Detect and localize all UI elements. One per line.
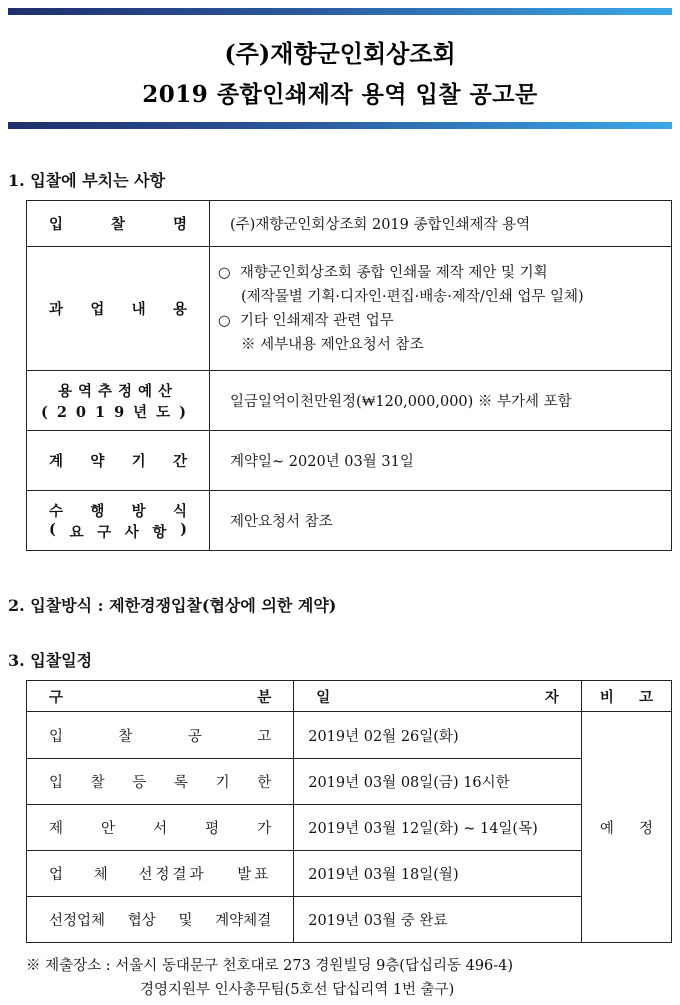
table-row	[27, 851, 672, 897]
budget-value: 일금일억이천만원정(₩120,000,000) ※ 부가세 포함	[210, 371, 672, 431]
section1-heading: 1. 입찰에 부치는 사항	[8, 171, 166, 190]
table-row	[27, 712, 672, 759]
schedule-item: 제 안 서 평 가	[27, 805, 294, 851]
table-row	[27, 371, 672, 431]
submission-place-detail: 경영지원부 인사총무팀(5호선 답십리역 1번 출구)	[140, 982, 455, 998]
schedule-date: 2019년 03월 중 완료	[294, 897, 582, 943]
list-item: ○ 기타 인쇄제작 관련 업무	[218, 312, 394, 329]
schedule-item: 선정업체 협상 및 계약체결	[27, 897, 294, 943]
table-row	[27, 759, 672, 805]
column-header-category: 구 분	[27, 681, 294, 712]
schedule-date: 2019년 03월 08일(금) 16시한	[294, 759, 582, 805]
list-item: ○ 재향군인회상조회 종합 인쇄물 제작 제안 및 기획	[218, 264, 548, 281]
schedule-item: 입 찰 공 고	[27, 712, 294, 759]
row-label-work-scope: 과 업 내 용	[27, 247, 210, 371]
row-label-budget: 용역추정예산 (2019년도)	[27, 371, 210, 431]
row-label-contract-period: 계 약 기 간	[27, 431, 210, 491]
table-row	[27, 201, 672, 247]
list-item: (제작물별 기획·디자인·편집·배송·제작/인쇄 업무 일체)	[218, 288, 584, 305]
schedule-remark: 예 정	[581, 712, 671, 943]
bid-items-table	[26, 200, 672, 551]
table-header-row	[27, 681, 672, 712]
schedule-item: 업 체 선정결과 발표	[27, 851, 294, 897]
schedule-date: 2019년 02월 26일(화)	[294, 712, 582, 759]
column-header-remark: 비 고	[581, 681, 671, 712]
contract-period-value: 계약일~ 2020년 03월 31일	[210, 431, 672, 491]
section2-heading: 2. 입찰방식 : 제한경쟁입찰(협상에 의한 계약)	[8, 596, 337, 615]
table-row	[27, 805, 672, 851]
schedule-date: 2019년 03월 18일(월)	[294, 851, 582, 897]
section3-heading: 3. 입찰일정	[8, 651, 93, 670]
header-bottom-rule	[8, 122, 672, 129]
bid-name-value: (주)재향군인회상조회 2019 종합인쇄제작 용역	[210, 201, 672, 247]
bid-schedule-table	[26, 680, 672, 943]
notice-title: 2019 종합인쇄제작 용역 입찰 공고문	[142, 81, 538, 108]
execution-method-value: 제안요청서 참조	[210, 491, 672, 551]
table-row	[27, 431, 672, 491]
table-row	[27, 897, 672, 943]
table-row	[27, 247, 672, 371]
header-top-rule	[8, 8, 672, 15]
column-header-date: 일 자	[294, 681, 582, 712]
row-label-execution-method: 수 행 방 식 ( 요 구 사 항 )	[27, 491, 210, 551]
table-row	[27, 491, 672, 551]
schedule-item: 입 찰 등 록 기 한	[27, 759, 294, 805]
org-title: (주)재향군인회상조회	[224, 39, 456, 68]
row-label-bid-name: 입 찰 명	[27, 201, 210, 247]
submission-place-note: ※ 제출장소 : 서울시 동대문구 천호대로 273 경원빌딩 9층(답십리동 496-4)	[26, 958, 514, 974]
schedule-date: 2019년 03월 12일(화) ~ 14일(목)	[294, 805, 582, 851]
work-scope-value	[210, 247, 672, 371]
list-item: ※ 세부내용 제안요청서 참조	[218, 336, 424, 353]
